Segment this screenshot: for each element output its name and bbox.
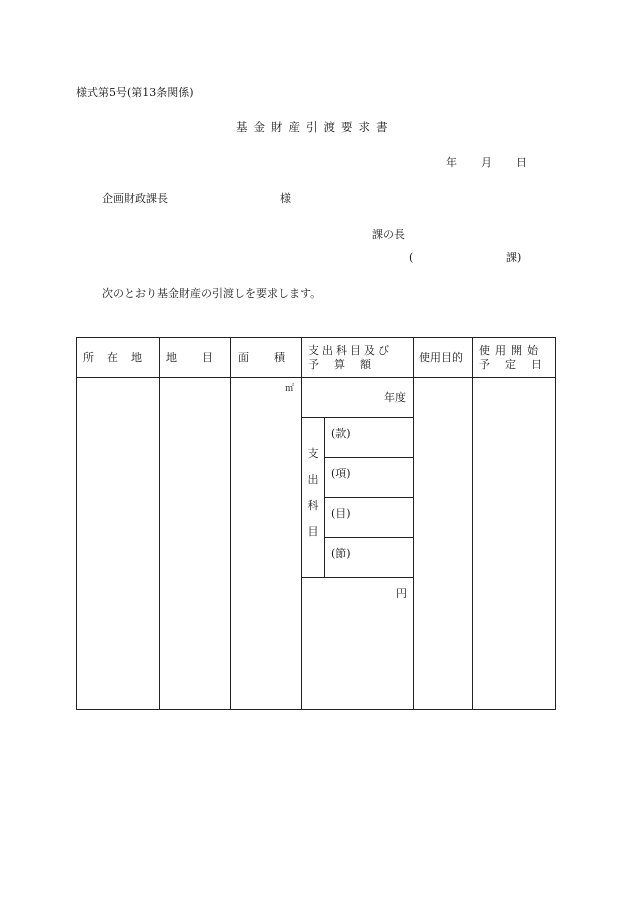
requester-paren-close: 課)	[506, 251, 522, 264]
document-title: 基金財産引渡要求書	[236, 120, 394, 134]
col-divider-3	[301, 337, 302, 710]
area-unit: ㎡	[285, 384, 295, 394]
item-kou: (項)	[331, 467, 351, 480]
requester-title: 課の長	[372, 228, 405, 241]
item-setsu: (節)	[331, 547, 351, 560]
item-moku: (目)	[331, 507, 351, 520]
fiscal-year-label: 年度	[384, 391, 406, 404]
expense-vertical-char-2: 出	[307, 473, 319, 486]
yen-unit: 円	[396, 587, 407, 600]
table-border-top	[76, 337, 556, 338]
table-border-bottom	[76, 709, 556, 710]
intro-text: 次のとおり基金財産の引渡しを要求します。	[102, 287, 322, 300]
requester-paren-open: (	[409, 251, 414, 264]
header-start-line1: 使用開始	[479, 344, 543, 357]
col-divider-2	[230, 337, 231, 710]
date-day-label: 日	[516, 156, 527, 169]
header-purpose: 使用目的	[419, 351, 463, 364]
col-divider-5	[472, 337, 473, 710]
col-divider-4	[413, 337, 414, 710]
item-kan: (款)	[331, 427, 351, 440]
date-month-label: 月	[481, 156, 492, 169]
header-area: 面 積	[238, 351, 286, 364]
header-divider	[76, 377, 556, 378]
date-year-label: 年	[446, 156, 457, 169]
expense-vertical-char-4: 目	[307, 525, 319, 538]
item-divider-4	[301, 577, 413, 578]
item-divider-1	[324, 457, 413, 458]
header-location: 所 在 地	[83, 351, 143, 364]
expense-vertical-label	[306, 448, 320, 552]
header-start-line2: 予 定 日	[479, 358, 544, 371]
item-divider-2	[324, 497, 413, 498]
item-divider-3	[324, 537, 413, 538]
expense-vertical-char-1: 支	[307, 447, 319, 460]
addressee-name: 企画財政課長	[102, 192, 168, 205]
expense-vertical-char-3: 科	[307, 499, 319, 512]
col-divider-1	[159, 337, 160, 710]
fiscal-year-divider	[301, 417, 413, 418]
header-expense-line1: 支出科目及び	[308, 344, 392, 357]
header-land-category: 地 目	[166, 351, 214, 364]
asset-transfer-table	[76, 337, 556, 710]
table-border-left	[76, 337, 77, 710]
header-expense-line2: 予 算 額	[308, 358, 373, 371]
table-border-right	[555, 337, 556, 710]
addressee-honorific: 様	[280, 192, 291, 205]
form-number: 様式第5号(第13条関係)	[76, 86, 194, 99]
